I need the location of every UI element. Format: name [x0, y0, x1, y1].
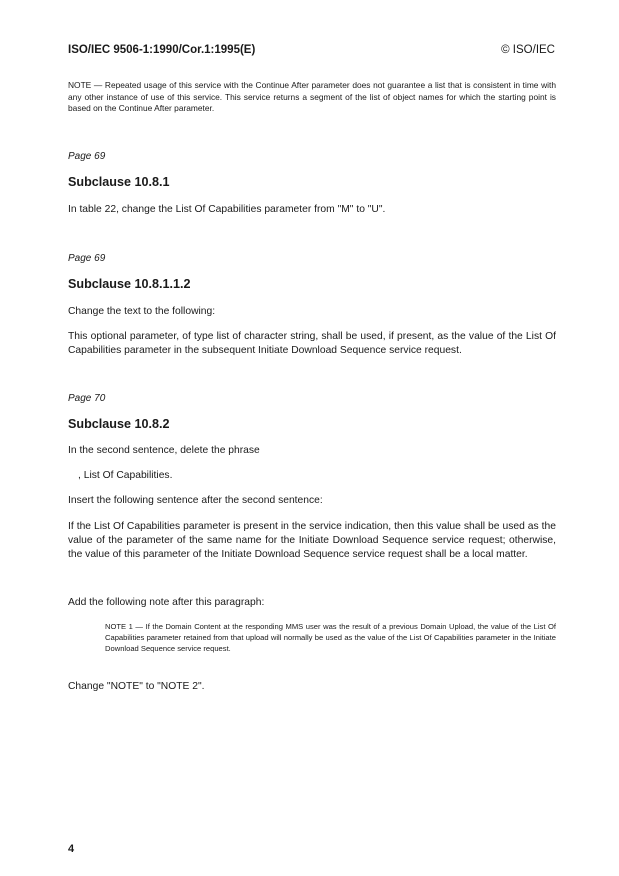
subclause-heading: Subclause 10.8.1: [68, 175, 170, 189]
page-reference: Page 69: [68, 151, 106, 162]
instruction-text: In the second sentence, delete the phrase: [68, 445, 260, 456]
page-reference: Page 70: [68, 393, 106, 404]
page-reference: Page 69: [68, 253, 106, 264]
instruction-text: Change the text to the following:: [68, 306, 216, 317]
document-id: ISO/IEC 9506-1:1990/Cor.1:1995(E): [68, 44, 256, 56]
copyright: © ISO/IEC: [501, 44, 555, 56]
inserted-note: NOTE 1 — If the Domain Content at the responding MMS user was the result of a previous Domain Upload, the value of the List Of Capabilities parameter retained from that upload will normally be used as the value of the List Of Capabilities parameter in the Initiate Download Sequence service request.: [105, 622, 556, 654]
body-text: This optional parameter, of type list of character string, shall be used, if present, as the value of the List Of Capabilities parameter in the subsequent Initiate Download Sequence service request.: [68, 331, 556, 356]
body-text: In table 22, change the List Of Capabilities parameter from "M" to "U".: [68, 204, 386, 215]
body-text: If the List Of Capabilities parameter is present in the service indication, then this value shall be used as the value of the parameter of the same name for the Initiate Download Sequence service request; otherwise, the value of this parameter of the Initiate Download Sequence service request shall be a local matter.: [68, 521, 556, 560]
instruction-text: Insert the following sentence after the second sentence:: [68, 495, 323, 506]
quoted-phrase: , List Of Capabilities.: [78, 470, 173, 481]
subclause-heading: Subclause 10.8.2: [68, 417, 170, 431]
intro-note: NOTE — Repeated usage of this service with the Continue After parameter does not guarantee a list that is consistent in time with any other instance of use of this service. This service returns a segment of the list of object names for which the starting point is based on the Continue After parameter.: [68, 80, 556, 114]
page-number: 4: [68, 843, 75, 855]
instruction-text: Add the following note after this paragraph:: [68, 597, 265, 608]
instruction-text: Change "NOTE" to "NOTE 2".: [68, 681, 205, 692]
subclause-heading: Subclause 10.8.1.1.2: [68, 277, 191, 291]
